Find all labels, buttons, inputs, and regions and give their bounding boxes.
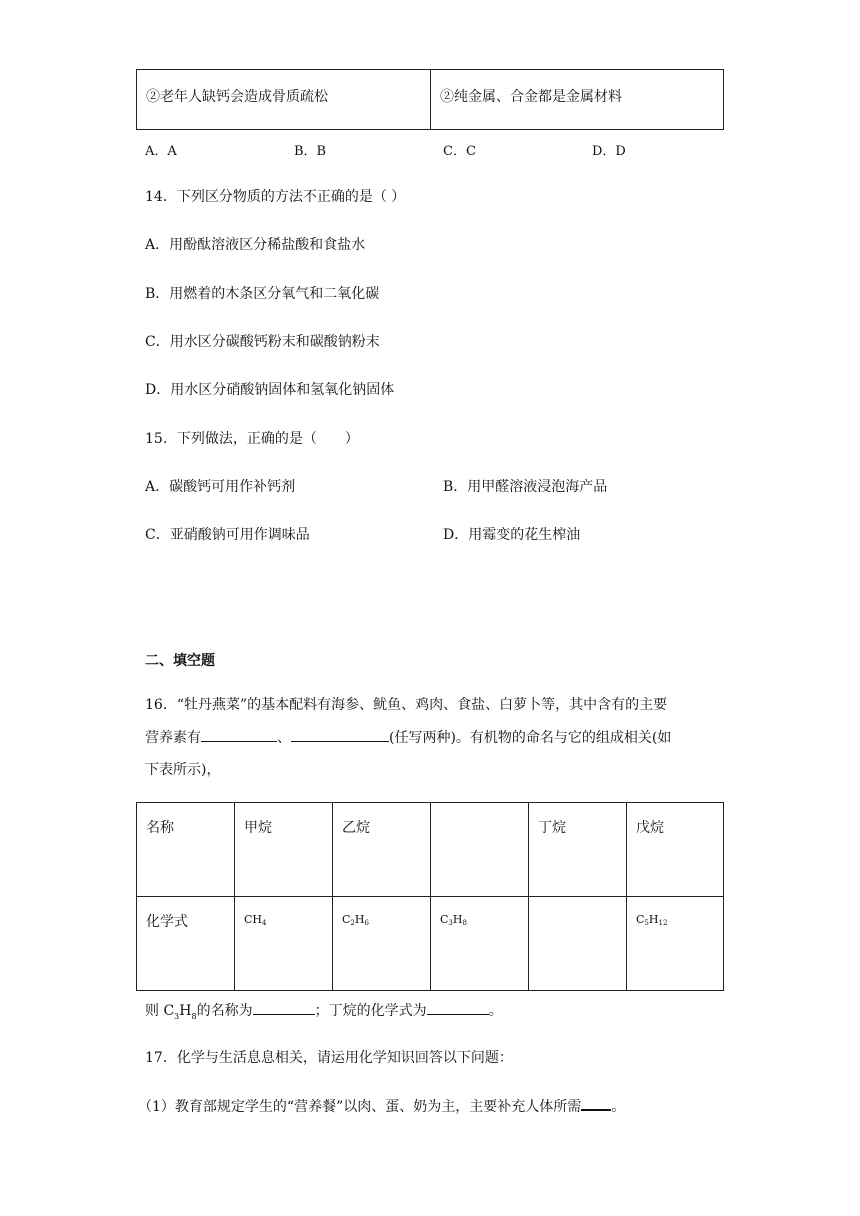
formula-cell-3 xyxy=(431,897,529,991)
q13-option-d: D．D xyxy=(592,144,626,159)
name-blank xyxy=(431,803,528,817)
name-pentane: 戊烷 xyxy=(636,820,664,836)
q16-line-2-separator: 、 xyxy=(277,730,291,746)
blank-nutrient-2[interactable] xyxy=(291,729,389,742)
q16-line-2-text-a: 营养素有 xyxy=(145,730,201,746)
formula-cell-5 xyxy=(627,897,724,991)
comparison-cell-left xyxy=(137,70,431,130)
q13-option-a: A．A xyxy=(145,144,177,159)
q15-stem: 15．下列做法，正确的是（ ） xyxy=(145,431,359,447)
q16-line-2 xyxy=(145,727,671,747)
table-cell-butane xyxy=(529,803,627,897)
formula-c3h8: $C_3H_8$ xyxy=(440,913,467,927)
after-text-d: ；丁烷的化学式为 xyxy=(314,1003,427,1019)
q16-line-3: 下表所示)， xyxy=(145,762,221,778)
comparison-table xyxy=(136,69,724,130)
formula-blank xyxy=(529,897,626,913)
q14-option-a: A．用酚酞溶液区分稀盐酸和食盐水 xyxy=(145,237,366,253)
q17-sub-1-text: （1）教育部规定学生的“营养餐”以肉、蛋、奶为主，主要补充人体所需 xyxy=(138,1099,582,1115)
alkane-table xyxy=(136,802,724,991)
q17-sub-1 xyxy=(138,1096,625,1116)
table-cell-pentane xyxy=(627,803,724,897)
after-text-c: 的名称为 xyxy=(196,1003,253,1019)
q15-option-c: C．亚硝酸钠可用作调味品 xyxy=(145,527,310,543)
q13-option-b: B．B xyxy=(294,144,327,159)
name-ethane: 乙烷 xyxy=(342,820,370,836)
name-butane: 丁烷 xyxy=(538,820,566,836)
formula-c5h12: $C_5H_{12}$ xyxy=(636,913,668,927)
q16-after-table xyxy=(145,1000,503,1021)
blank-c3h8-name[interactable] xyxy=(253,1002,315,1015)
comparison-left-text: ②老年人缺钙会造成骨质疏松 xyxy=(146,89,328,105)
table-cell-methane xyxy=(235,803,333,897)
alkane-name-row xyxy=(137,803,724,897)
q14-option-c: C．用水区分碳酸钙粉末和碳酸钠粉末 xyxy=(145,334,380,350)
after-sub-2: 8 xyxy=(191,1011,197,1021)
alkane-formula-row xyxy=(137,897,724,991)
table-cell-propane-blank xyxy=(431,803,529,897)
table-header-formula xyxy=(137,897,235,991)
formula-cell-2 xyxy=(333,897,431,991)
q14-option-b: B．用燃着的木条区分氧气和二氧化碳 xyxy=(145,286,380,302)
section-title: 二、填空题 xyxy=(145,653,215,669)
after-text-b: H xyxy=(179,1003,192,1019)
formula-cell-4 xyxy=(529,897,627,991)
table-header-name xyxy=(137,803,235,897)
blank-nutrient-answer[interactable] xyxy=(581,1097,611,1111)
blank-nutrient-1[interactable] xyxy=(201,729,277,742)
q13-option-c: C．C xyxy=(443,144,476,159)
q15-option-d: D．用霉变的花生榨油 xyxy=(443,527,581,543)
comparison-right-text: ②纯金属、合金都是金属材料 xyxy=(440,89,622,105)
q17-sub-1-end: 。 xyxy=(611,1099,626,1115)
q16-line-2-text-c: (任写两种)。有机物的命名与它的组成相关(如 xyxy=(389,730,672,746)
name-methane: 甲烷 xyxy=(244,820,272,836)
after-sub-1: 3 xyxy=(174,1011,180,1021)
q14-option-d: D．用水区分硝酸钠固体和氢氧化钠固体 xyxy=(145,382,395,398)
table-cell-ethane xyxy=(333,803,431,897)
blank-butane-formula[interactable] xyxy=(427,1002,489,1015)
formula-ch4: $CH_4$ xyxy=(244,913,267,927)
formula-cell-1 xyxy=(235,897,333,991)
comparison-cell-right xyxy=(431,70,724,130)
label-formula: 化学式 xyxy=(146,914,188,930)
after-text-e: 。 xyxy=(488,1003,503,1019)
label-name: 名称 xyxy=(146,820,174,836)
q15-option-a: A．碳酸钙可用作补钙剂 xyxy=(145,479,296,495)
q14-stem: 14．下列区分物质的方法不正确的是（ ） xyxy=(145,189,406,205)
formula-c2h6: $C_2H_6$ xyxy=(342,913,369,927)
q15-option-b: B．用甲醛溶液浸泡海产品 xyxy=(443,479,608,495)
after-text-a: 则 C xyxy=(145,1003,175,1019)
q16-line-1: 16．“牡丹燕菜”的基本配料有海参、鱿鱼、鸡肉、食盐、白萝卜等，其中含有的主要 xyxy=(145,697,668,713)
q17-stem: 17．化学与生活息息相关，请运用化学知识回答以下问题： xyxy=(145,1050,513,1066)
